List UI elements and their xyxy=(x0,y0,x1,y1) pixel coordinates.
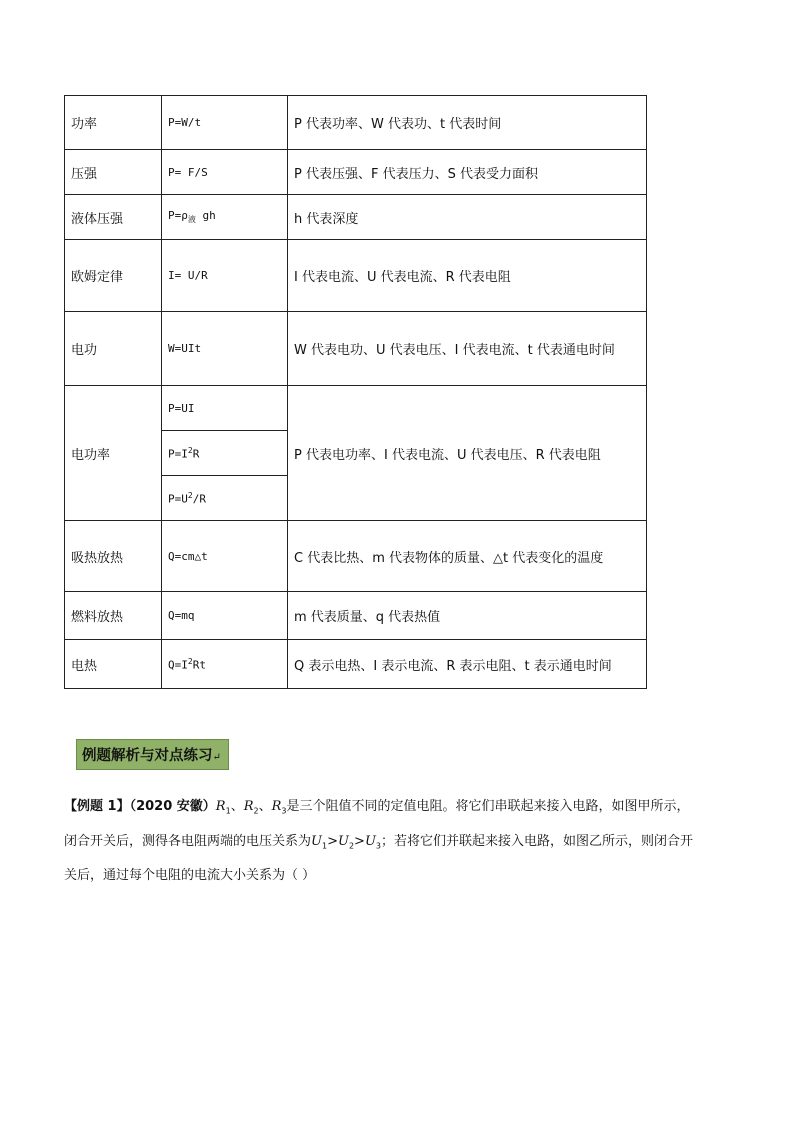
formula: I= U/R xyxy=(162,240,288,312)
quantity-name: 电功 xyxy=(65,312,162,386)
example-label: 【例题 1】 xyxy=(64,799,130,814)
table-row xyxy=(65,386,647,431)
quantity-name: 液体压强 xyxy=(65,195,162,240)
table-row xyxy=(65,592,647,640)
description: P 代表电功率、I 代表电流、U 代表电压、R 代表电阻 xyxy=(288,386,647,521)
question-line: 关后，通过每个电阻的电流大小关系为（ ） xyxy=(64,868,316,884)
quantity-name: 功率 xyxy=(65,96,162,150)
table-row xyxy=(65,150,647,195)
quantity-name: 欧姆定律 xyxy=(65,240,162,312)
question-line: 闭合开关后，测得各电阻两端的电压关系为$U_1>U_2>U_3$；若将它们并联起来接入电路，如图乙所示，则闭合开 xyxy=(64,833,694,851)
quantity-name: 吸热放热 xyxy=(65,521,162,592)
description: W 代表电功、U 代表电压、I 代表电流、t 代表通电时间 xyxy=(288,312,647,386)
table-row xyxy=(65,640,647,689)
example-question xyxy=(64,792,729,891)
description: P 代表功率、W 代表功、t 代表时间 xyxy=(288,96,647,150)
quantity-name: 压强 xyxy=(65,150,162,195)
example-source: （2020 安徽） xyxy=(129,799,216,814)
description: I 代表电流、U 代表电流、R 代表电阻 xyxy=(288,240,647,312)
formula: $P=I^2R$ xyxy=(162,431,288,476)
question-line: 【例题 1】（2020 安徽）$R_1$、$R_2$、$R_3$是三个阻值不同的定值电阻。将它们串联起来接入电路，如图甲所示， xyxy=(64,799,690,816)
quantity-name: 燃料放热 xyxy=(65,592,162,640)
formula: $P=\rho_液$ gh xyxy=(162,195,288,240)
table-row xyxy=(65,521,647,592)
formula: Q=mq xyxy=(162,592,288,640)
quantity-name: 电功率 xyxy=(65,386,162,521)
description: m 代表质量、q 代表热值 xyxy=(288,592,647,640)
formula: P= F/S xyxy=(162,150,288,195)
formula: $Q=I^2Rt$ xyxy=(162,640,288,689)
table-row xyxy=(65,96,647,150)
section-heading: 例题解析与对点练习↵ xyxy=(76,739,229,770)
quantity-name: 电热 xyxy=(65,640,162,689)
description: P 代表压强、F 代表压力、S 代表受力面积 xyxy=(288,150,647,195)
paragraph-mark: ↵ xyxy=(212,752,221,763)
formula: P=W/t xyxy=(162,96,288,150)
table-row xyxy=(65,240,647,312)
table-row xyxy=(65,195,647,240)
description: h 代表深度 xyxy=(288,195,647,240)
formula: $P=U^2/R$ xyxy=(162,476,288,521)
formula: W=UIt xyxy=(162,312,288,386)
formula-table xyxy=(64,95,647,689)
table-row xyxy=(65,312,647,386)
description: C 代表比热、m 代表物体的质量、△t 代表变化的温度 xyxy=(288,521,647,592)
description: Q 表示电热、I 表示电流、R 表示电阻、t 表示通电时间 xyxy=(288,640,647,689)
formula: P=UI xyxy=(162,386,288,431)
formula: Q=cm△t xyxy=(162,521,288,592)
